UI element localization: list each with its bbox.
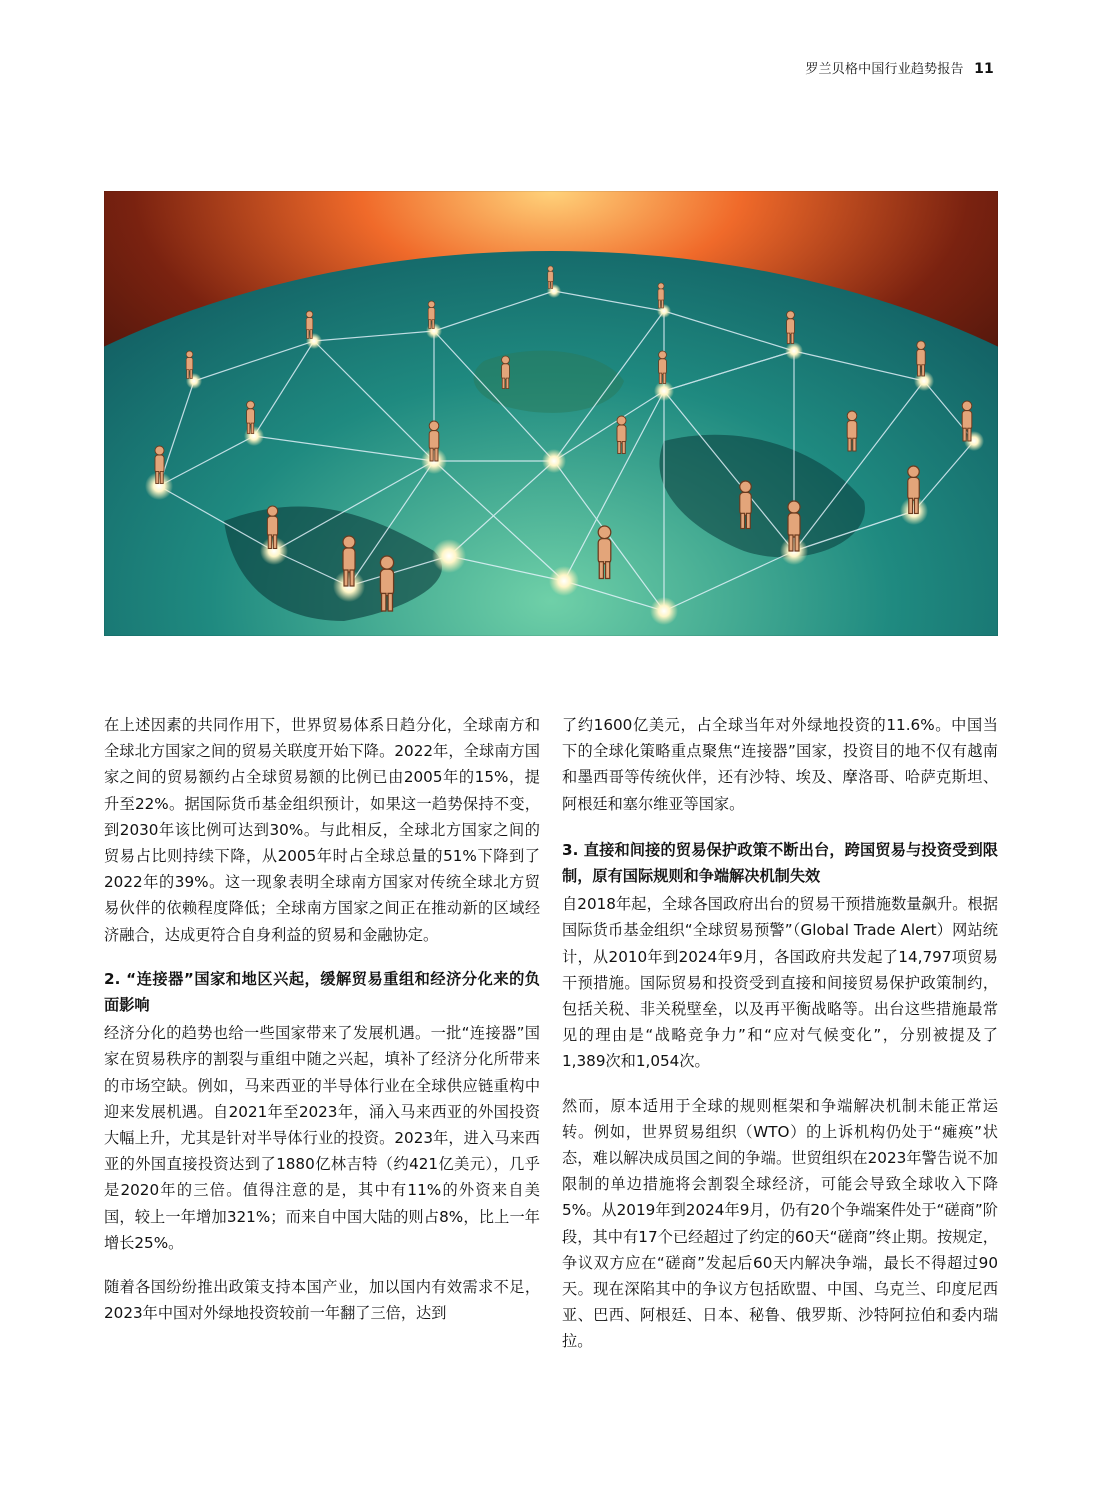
report-title: 罗兰贝格中国行业趋势报告 [805, 62, 964, 77]
section-heading-trade-protection: 3. 直接和间接的贸易保护政策不断出台，跨国贸易与投资受到限制，原有国际规则和争端解决机制失效 [562, 840, 998, 886]
network-illustration [104, 191, 998, 636]
global-network-people-image [104, 191, 998, 636]
section-heading-connector-countries: 2. “连接器”国家和地区兴起，缓解贸易重组和经济分化来的负面影响 [104, 969, 540, 1015]
paragraph-trade-interventions: 自2018年起，全球各国政府出台的贸易干预措施数量飙升。根据国际货币基金组织“全球贸易预警”（Global Trade Alert）网站统计，从2010年到2024年9月，各国政府共发起了14,797项贸易干预措施。国际贸易和投资受到直接和间接贸易保护政策制约，包括关税、非关税壁垒，以及再平衡战略等。出台这些措施最常见的理由是“战略竞争力”和“应对气候变化”，分别被提及了1,389次和1,054次。 [562, 895, 998, 1071]
page-number: 11 [974, 61, 994, 77]
paragraph-connector-countries: 经济分化的趋势也给一些国家带来了发展机遇。一批“连接器”国家在贸易秩序的割裂与重组中随之兴起，填补了经济分化所带来的市场空缺。例如，马来西亚的半导体行业在全球供应链重构中迎来发展机遇。自2021年至2023年，涌入马来西亚的外国投资大幅上升，尤其是针对半导体行业的投资。2023年，进入马来西亚的外国直接投资达到了1880亿林吉特（约421亿美元），几乎是2020年的三倍。值得注意的是，其中有11%的外资来自美国，较上一年增加321%；而来自中国大陆的则占8%，比上一年增长25%。 [104, 1024, 540, 1252]
right-column [562, 712, 998, 1373]
paragraph-trade-divergence: 在上述因素的共同作用下，世界贸易体系日趋分化，全球南方和全球北方国家之间的贸易关联度开始下降。2022年，全球南方国家之间的贸易额约占全球贸易额的比例已由2005年的15%，提升至22%。据国际货币基金组织预计，如果这一趋势保持不变，到2030年该比例可达到30%。与此相反，全球北方国家之间的贸易占比则持续下降，从2005年时占全球总量的51%下降到了2022年的39%。这一现象表明全球南方国家对传统全球北方贸易伙伴的依赖程度降低；全球南方国家之间正在推动新的区域经济融合，达成更符合自身利益的贸易和金融协定。 [104, 716, 540, 944]
running-header [805, 58, 994, 77]
left-column [104, 712, 540, 1344]
paragraph-china-greenfield: 随着各国纷纷推出政策支持本国产业，加以国内有效需求不足，2023年中国对外绿地投资较前一年翻了三倍，达到 [104, 1278, 540, 1323]
paragraph-wto-disputes: 然而，原本适用于全球的规则框架和争端解决机制未能正常运转。例如，世界贸易组织（WTO）的上诉机构仍处于“瘫痪”状态，难以解决成员国之间的争端。世贸组织在2023年警告说不加限制的单边措施将会割裂全球经济，可能会导致全球收入下降5%。从2019年到2024年9月，仍有20个争端案件处于“磋商”阶段，其中有17个已经超过了约定的60天“磋商”终止期。按规定，争议双方应在“磋商”发起后60天内解决争端，最长不得超过90天。现在深陷其中的争议方包括欧盟、中国、乌克兰、印度尼西亚、巴西、阿根廷、日本、秘鲁、俄罗斯、沙特阿拉伯和委内瑞拉。 [562, 1096, 998, 1351]
paragraph-china-greenfield-cont: 了约1600亿美元，占全球当年对外绿地投资的11.6%。中国当下的全球化策略重点聚焦“连接器”国家，投资目的地不仅有越南和墨西哥等传统伙伴，还有沙特、埃及、摩洛哥、哈萨克斯坦、阿根廷和塞尔维亚等国家。 [562, 716, 998, 813]
